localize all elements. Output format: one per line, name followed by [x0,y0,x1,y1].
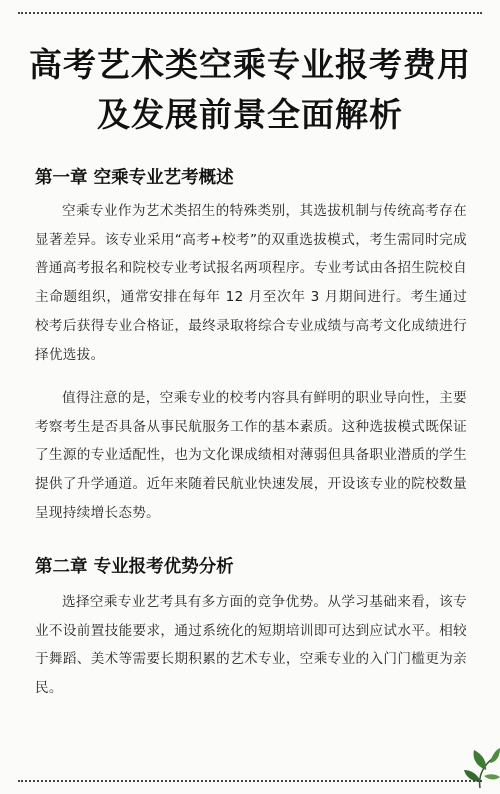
chapter-1-heading: 第一章 空乘专业艺考概述 [35,168,234,188]
document-title-line-1: 高考艺术类空乘专业报考费用 [29,45,471,84]
chapter-2-paragraph-1: 选择空乘专业艺考具有多方面的竞争优势。从学习基础来看，该专业不设前置技能要求，通过系统化的短期培训即可达到应试水平。相较于舞蹈、美术等需要长期积累的艺术专业，空乘专业的入门门槛更为亲民。 [35,594,467,697]
top-dotted-border [18,12,482,14]
document-title-line-2: 及发展前景全面解析 [97,95,403,134]
chapter-1-paragraph-1: 空乘专业作为艺术类招生的特殊类别，其选拔机制与传统高考存在显著差异。该专业采用“高考+校考”的双重选拔模式，考生需同时完成普通高考报名和院校专业考试报名两项程序。专业考试由各招生院校自主命题组织，通常安排在每年 12 月至次年 3 月期间进行。考生通过校考后获得专业合格证，最终录取将综合专业成绩与高考文化成绩进行择优选拔。 [35,203,467,363]
chapter-2-heading: 第二章 专业报考优势分析 [35,557,234,577]
bottom-dotted-border [18,780,482,782]
chapter-1-paragraph-2: 值得注意的是，空乘专业的校考内容具有鲜明的职业导向性，主要考察考生是否具备从事民航服务工作的基本素质。这种选拔模式既保证了生源的专业适配性，也为文化课成绩相对薄弱但具备职业潜质的学生提供了升学通道。近年来随着民航业快速发展，开设该专业的院校数量呈现持续增长态势。 [35,390,467,521]
